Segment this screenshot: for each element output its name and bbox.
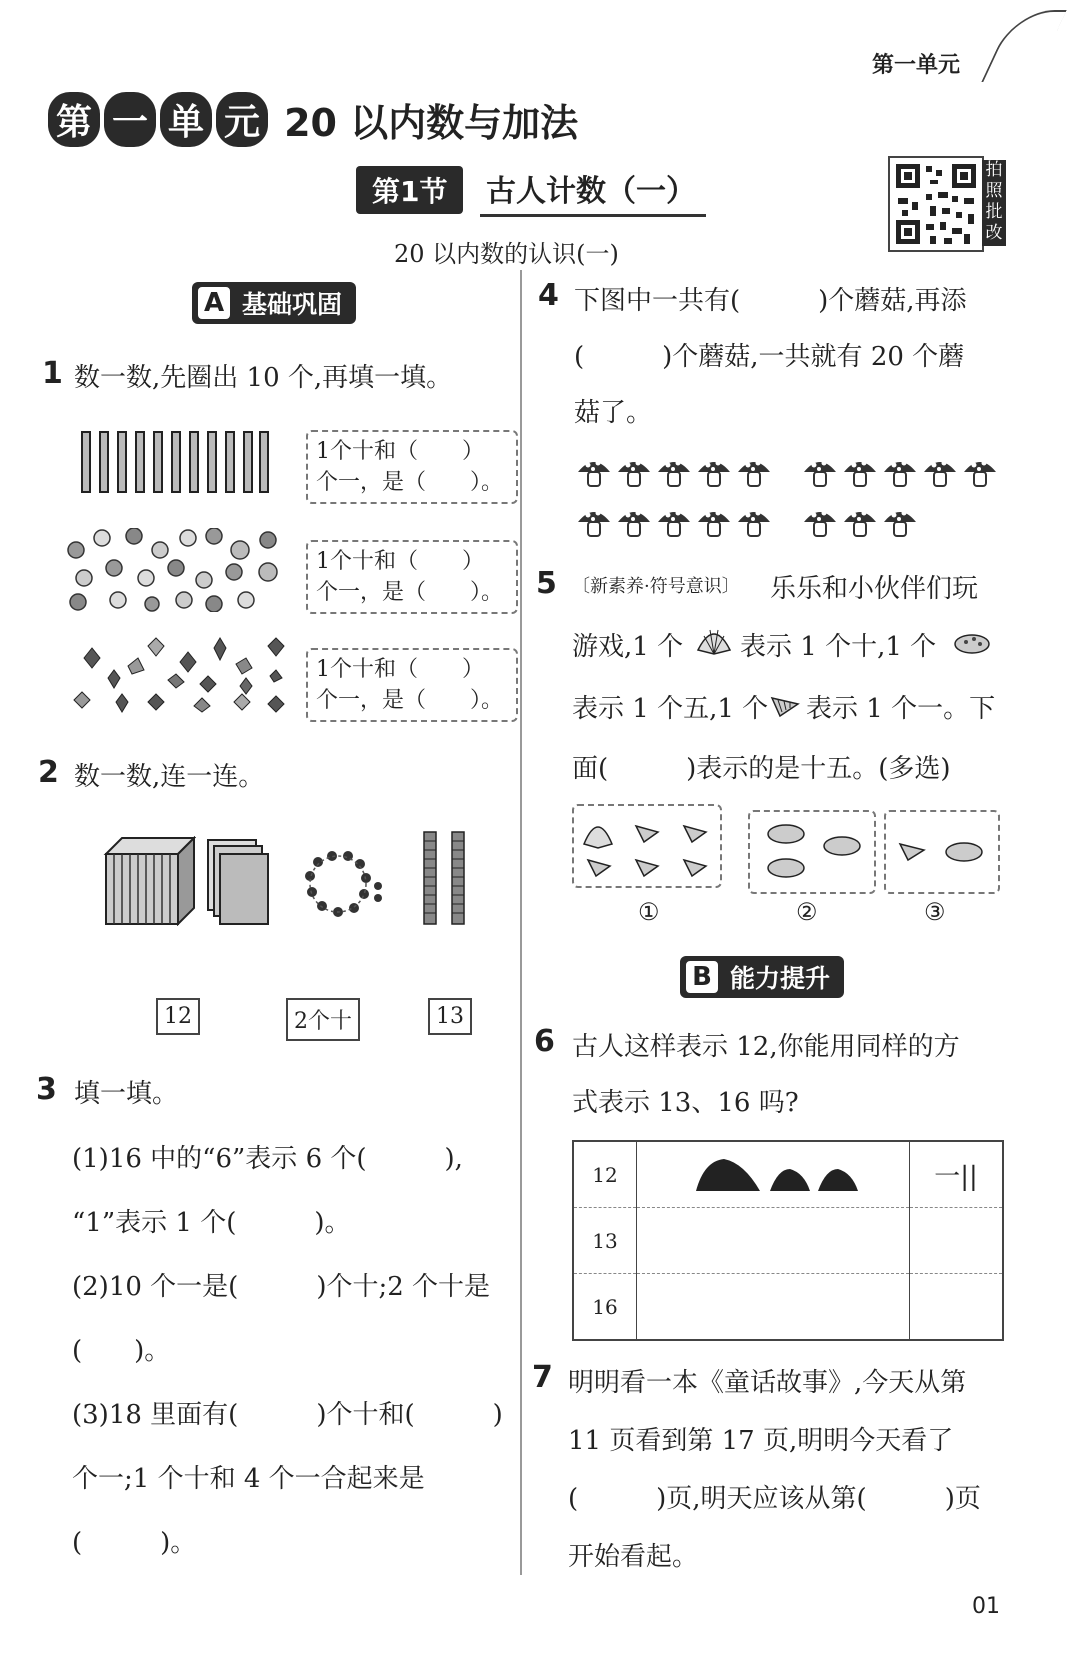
part-b-label: 能力提升 bbox=[730, 964, 831, 993]
cards-image bbox=[206, 838, 272, 928]
q5-line: 游戏,1 个 bbox=[572, 632, 684, 662]
q3-text: 填一填。 bbox=[74, 1079, 179, 1109]
q5-line: 面( )表示的是十五。(多选) bbox=[572, 754, 951, 784]
spiral-shell-icon bbox=[768, 690, 802, 718]
q5-tag: 〔新素养·符号意识〕 bbox=[572, 576, 740, 597]
q5-number: 5 bbox=[536, 566, 557, 601]
option-1-shells-image bbox=[574, 806, 720, 886]
ten-rods-image bbox=[422, 830, 468, 926]
q3-line: (3)18 里面有( )个十和( ) bbox=[72, 1400, 503, 1430]
ten-sticks-image bbox=[80, 430, 270, 494]
q3-line: ( )。 bbox=[72, 1528, 197, 1558]
q5-option-box-3[interactable] bbox=[884, 810, 1000, 894]
q2-text: 数一数,连一连。 bbox=[74, 762, 265, 792]
part-b-letter: B bbox=[684, 959, 720, 995]
unit-pill: 元 bbox=[216, 92, 268, 147]
q4-line: 菇了。 bbox=[574, 398, 653, 428]
q6-symbol[interactable] bbox=[910, 1208, 1004, 1274]
q4-number: 4 bbox=[538, 278, 559, 313]
q6-answer-cell[interactable] bbox=[637, 1208, 910, 1274]
q1-text: 数一数,先圈出 10 个,再填一填。 bbox=[74, 363, 453, 393]
q6-symbol: 一|| bbox=[910, 1141, 1004, 1208]
q7-line: 开始看起。 bbox=[568, 1542, 699, 1572]
part-a-label: 基础巩固 bbox=[242, 290, 343, 319]
q5-line: 表示 1 个一。下 bbox=[806, 694, 996, 724]
section-title: 古人计数（一） bbox=[480, 166, 706, 217]
bundle-of-sticks-image bbox=[100, 836, 196, 926]
q4-line: ( )个蘑菇,一共就有 20 个蘑 bbox=[574, 342, 965, 372]
q7-number: 7 bbox=[532, 1360, 553, 1395]
q6-row-number: 12 bbox=[573, 1141, 637, 1208]
q5-option-label: ③ bbox=[924, 898, 946, 926]
page-number: 01 bbox=[972, 1594, 1000, 1619]
q1-fill-line: 1个十和（ ） bbox=[316, 657, 484, 682]
q7-line: 11 页看到第 17 页,明明今天看了 bbox=[568, 1426, 954, 1456]
scallop-shell-icon bbox=[696, 624, 732, 656]
part-a-letter: A bbox=[196, 285, 232, 321]
q5-line: 乐乐和小伙伴们玩 bbox=[770, 574, 979, 604]
q1-fill-line: 1个十和（ ） bbox=[316, 549, 484, 574]
unit-title-text: 20 以内数与加法 bbox=[284, 101, 579, 145]
q3-line: (2)10 个一是( )个十;2 个十是 bbox=[72, 1272, 491, 1302]
unit-header-label: 第一单元 bbox=[871, 53, 960, 78]
option-3-shells-image bbox=[886, 812, 998, 892]
q5-option-box-2[interactable] bbox=[748, 810, 876, 894]
table-row bbox=[573, 1141, 1003, 1208]
q3-line: “1”表示 1 个( )。 bbox=[72, 1208, 351, 1238]
section-badge: 第1节 bbox=[356, 166, 463, 214]
q3-line: ( )。 bbox=[72, 1336, 171, 1366]
conch-shell-icon bbox=[952, 628, 992, 656]
q5-option-box-1[interactable] bbox=[572, 804, 722, 888]
q3-number: 3 bbox=[36, 1072, 57, 1107]
q6-row-number: 13 bbox=[573, 1208, 637, 1274]
q7-line: 明明看一本《童话故事》,今天从第 bbox=[568, 1368, 967, 1398]
section-subtitle: 20 以内数的认识(一) bbox=[394, 240, 619, 268]
q6-line: 古人这样表示 12,你能用同样的方 bbox=[572, 1032, 960, 1062]
q2-label-box[interactable]: 13 bbox=[428, 998, 472, 1035]
mushrooms-image bbox=[576, 452, 1006, 544]
page-corner-decoration bbox=[981, 10, 1067, 82]
q1-fill-box-2[interactable] bbox=[306, 540, 518, 614]
qr-code-icon[interactable] bbox=[888, 156, 984, 252]
q6-row-number: 16 bbox=[573, 1274, 637, 1341]
bead-ring-image bbox=[302, 850, 386, 920]
unit-pill: 单 bbox=[160, 92, 212, 147]
table-row bbox=[573, 1208, 1003, 1274]
q2-number: 2 bbox=[38, 755, 59, 790]
flowers-image bbox=[64, 528, 286, 612]
q7-line: ( )页,明天应该从第( )页 bbox=[568, 1484, 981, 1514]
q5-line: 表示 1 个十,1 个 bbox=[740, 632, 937, 662]
q1-fill-line: 个一，是（ ）。 bbox=[316, 688, 504, 713]
option-2-shells-image bbox=[750, 812, 874, 892]
q1-fill-line: 1个十和（ ） bbox=[316, 439, 484, 464]
q6-table bbox=[572, 1140, 1004, 1341]
unit-pill: 第 bbox=[48, 92, 100, 147]
qr-label: 拍照批改 bbox=[982, 160, 1006, 246]
unit-title bbox=[48, 92, 578, 147]
q5-option-label: ① bbox=[638, 898, 660, 926]
column-divider bbox=[520, 270, 522, 1575]
q6-number: 6 bbox=[534, 1024, 555, 1059]
q1-fill-line: 个一，是（ ）。 bbox=[316, 580, 504, 605]
q6-line: 式表示 13、16 吗? bbox=[572, 1088, 799, 1118]
q1-number: 1 bbox=[42, 356, 63, 391]
part-a-badge bbox=[192, 282, 356, 324]
q5-option-label: ② bbox=[796, 898, 818, 926]
table-row bbox=[573, 1274, 1003, 1341]
q6-mountain-cell bbox=[637, 1141, 910, 1208]
mountains-image bbox=[638, 1147, 908, 1197]
q3-line: (1)16 中的“6”表示 6 个( ), bbox=[72, 1144, 463, 1174]
unit-pill: 一 bbox=[104, 92, 156, 147]
q5-line: 表示 1 个五,1 个 bbox=[572, 694, 769, 724]
q1-fill-box-1[interactable] bbox=[306, 430, 518, 504]
q1-fill-box-3[interactable] bbox=[306, 648, 518, 722]
q6-symbol[interactable] bbox=[910, 1274, 1004, 1341]
q4-line: 下图中一共有( )个蘑菇,再添 bbox=[574, 286, 967, 316]
q3-line: 个一;1 个十和 4 个一合起来是 bbox=[72, 1464, 425, 1494]
q6-answer-cell[interactable] bbox=[637, 1274, 910, 1341]
leaves-image bbox=[64, 636, 286, 716]
part-b-badge bbox=[680, 956, 844, 998]
q1-fill-line: 个一，是（ ）。 bbox=[316, 470, 504, 495]
q2-label-box[interactable]: 2个十 bbox=[286, 998, 360, 1041]
q2-label-box[interactable]: 12 bbox=[156, 998, 200, 1035]
